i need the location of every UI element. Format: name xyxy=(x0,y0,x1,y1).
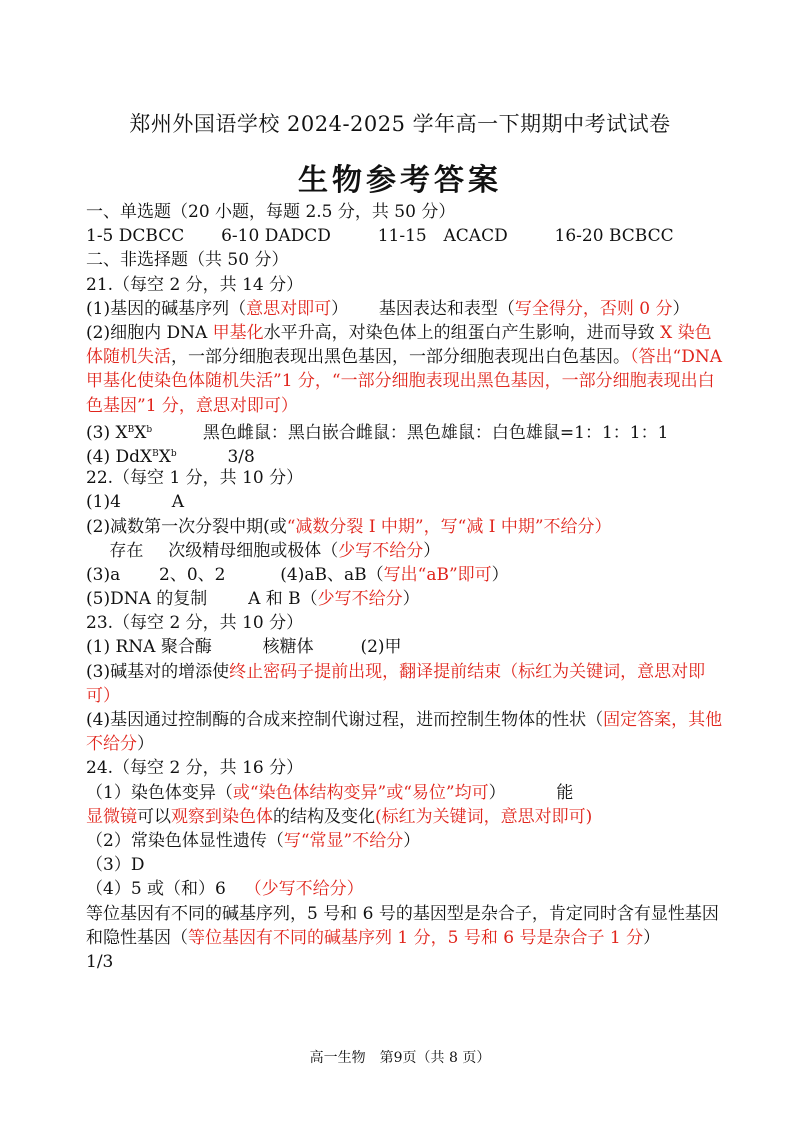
q23-part3 xyxy=(86,660,726,708)
q22-p5-b: A 和 B（ xyxy=(248,589,318,610)
q22-p2-text: (2)减数第一次分裂中期(或 xyxy=(86,516,287,537)
q23-p3-note: （标红为关键词，意思对即可） xyxy=(86,661,706,706)
q22-p5-paren: ） xyxy=(402,589,420,610)
mcq-answers-row xyxy=(86,224,726,248)
mcq-value: ACACD xyxy=(443,226,508,247)
q21-part4 xyxy=(86,442,726,466)
q21-part1 xyxy=(86,297,726,321)
q21-p2-text: (2)细胞内 DNA xyxy=(86,322,213,343)
q24-part3: （3）D xyxy=(86,855,145,876)
answer-key-title: 生物参考答案 xyxy=(298,163,502,198)
q24-p4-note: （少写不给分） xyxy=(244,879,364,900)
q21-p2-text2: 水平升高，对染色体上的组蛋白产生影响，进而导致 xyxy=(263,322,661,343)
q21-p1-paren: ） xyxy=(331,298,349,319)
q24-p1-key2: 观察到染色体 xyxy=(171,806,273,827)
q23-p1-b: 核糖体 xyxy=(262,637,314,658)
q24-part4 xyxy=(86,877,726,901)
q21-p1-answer2: 基因表达和表型（ xyxy=(378,298,515,319)
q24-p1-key1: 显微镜 xyxy=(86,806,137,827)
q21-p4-value: 3/8 xyxy=(227,446,255,467)
q24-p1-paren: ） xyxy=(488,782,506,803)
q23-part4 xyxy=(86,708,726,756)
q24-p1-text3: 的结构及变化 xyxy=(273,806,375,827)
mcq-value: DADCD xyxy=(264,226,331,247)
q22-p2-note: “减数分裂 I 中期”，写“减 I 中期”不给分） xyxy=(286,516,612,537)
geno-x: X xyxy=(158,446,171,467)
geno-x: DdX xyxy=(115,446,153,467)
q22-p2-cell: 次级精母细胞或极体（ xyxy=(168,540,339,561)
q22-p2-paren: ） xyxy=(423,540,441,561)
q23-p2: (2)甲 xyxy=(360,637,402,658)
q21-p1-text: (1)基因的碱基序列（ xyxy=(86,298,247,319)
q21-p3-genotype xyxy=(116,423,153,443)
q23-heading: 23.（每空 2 分，共 10 分） xyxy=(86,613,304,634)
q23-p4-text: (4)基因通过控制酶的合成来控制代谢过程，进而控制生物体的性状（ xyxy=(86,710,604,731)
q24-p2-paren: ） xyxy=(403,831,421,851)
q21-p1-note: 意思对即可 xyxy=(246,298,332,319)
mcq-range: 6-10 xyxy=(221,226,260,247)
q22-heading: 22.（每空 1 分，共 10 分） xyxy=(86,468,304,489)
q22-p5-note: 少写不给分 xyxy=(317,589,403,610)
mcq-value: BCBCC xyxy=(608,226,674,247)
q23-part1-2 xyxy=(86,635,726,659)
geno-sup: b xyxy=(146,424,153,435)
section2-heading: 二、非选择题（共 50 分） xyxy=(86,250,289,271)
mcq-range: 1-5 xyxy=(86,226,114,247)
q21-p3-label: (3) xyxy=(86,422,111,443)
q24-p4-text: （4）5 或（和）6 xyxy=(86,879,226,900)
q24-p2-note: 写“常显”不给分 xyxy=(283,831,404,851)
geno-x: X xyxy=(134,422,147,443)
mcq-range: 16-20 xyxy=(554,226,604,247)
q22-p3-a: (3)a xyxy=(86,564,121,585)
q22-part3-4 xyxy=(86,563,726,587)
q22-part5 xyxy=(86,587,726,611)
q22-part2 xyxy=(86,515,726,539)
answer-body xyxy=(86,200,726,974)
section1-heading: 一、单选题（20 小题，每题 2.5 分，共 50 分） xyxy=(86,202,456,222)
q21-p1-paren2: ） xyxy=(672,298,690,319)
q23-p1-a: (1) RNA 聚合酶 xyxy=(86,637,212,658)
q21-p4-label: (4) xyxy=(86,446,111,467)
q22-p4-a: (4)aB、aB（ xyxy=(280,564,384,585)
q21-p2-text3: ，一部分细胞表现出黑色基因，一部分细胞表现出白色基因。 xyxy=(171,347,630,368)
q24-p2-text: （2）常染色体显性遗传（ xyxy=(86,831,284,851)
q24-p1-text: （1）染色体变异（ xyxy=(86,782,233,803)
q24-p1-note: 或“染色体结构变异”或“易位”均可 xyxy=(232,782,489,803)
q24-p1-text2: 可以 xyxy=(137,806,171,827)
q24-part2 xyxy=(86,829,726,853)
q22-part1 xyxy=(86,490,726,514)
q24-p1-answer2: 能 xyxy=(556,782,574,803)
q24-p1-note2: (标红为关键词，意思对即可) xyxy=(375,806,593,827)
q21-p2-key2: X 染色体随机失活 xyxy=(86,322,712,368)
exam-title: 郑州外国语学校 2024-2025 学年高一下期期中考试试卷 xyxy=(129,112,671,136)
q23-p3-key: 终止密码子提前出现，翻译提前结束 xyxy=(229,661,502,682)
q21-heading: 21.（每空 2 分，共 14 分） xyxy=(86,274,304,295)
q23-p4-note: 固定答案，其他不给分 xyxy=(86,710,723,755)
q22-p3-b: 2、0、2 xyxy=(159,564,226,585)
q24-part1 xyxy=(86,781,726,805)
geno-x: X xyxy=(115,422,128,443)
q24-part5 xyxy=(86,902,726,975)
mcq-value: DCBCC xyxy=(118,226,185,247)
q21-p3-ratio: 黑色雌鼠：黑白嵌合雌鼠：黑色雄鼠：白色雄鼠=1：1：1：1 xyxy=(202,422,669,443)
page-footer: 高一生物 第9页（共 8 页） xyxy=(309,1050,491,1066)
q21-p2-key1: 甲基化 xyxy=(212,322,264,343)
q21-p2-scoring: （答出“DNA 甲基化使染色体随机失活”1 分，“一部分细胞表现出黑色基因，一部分细胞表现出白色基因”1 分，意思对即可） xyxy=(86,347,722,416)
q22-p4-paren: ） xyxy=(491,564,509,585)
q24-p5-note: 等位基因有不同的碱基序列 1 分，5 号和 6 号是杂合子 1 分 xyxy=(188,927,644,948)
q22-p4-note: 写出“aB”即可 xyxy=(383,564,492,585)
geno-sup: B xyxy=(127,424,135,435)
q23-p3-text: (3)碱基对的增添使 xyxy=(86,661,230,682)
q22-part2b xyxy=(86,539,726,563)
geno-sup: b xyxy=(170,448,177,459)
q23-p4-paren: ） xyxy=(137,734,154,755)
q24-part1b xyxy=(86,805,726,829)
q22-p2-note2: 少写不给分 xyxy=(338,540,424,561)
q24-p5-text: 等位基因有不同的碱基序列，5 号和 6 号的基因型是杂合子，肯定同时含有显性基因和隐性基因（ xyxy=(86,903,719,948)
q22-p1-a: (1)4 xyxy=(86,492,121,513)
q22-p1-b: A xyxy=(171,492,184,513)
q24-p5-value: 1/3 xyxy=(86,951,114,972)
q21-p1-note2: 写全得分，否则 0 分 xyxy=(514,298,673,319)
geno-sup: B xyxy=(152,448,159,459)
q21-p4-genotype xyxy=(116,447,177,467)
q24-heading: 24.（每空 2 分，共 16 分） xyxy=(86,758,304,779)
q22-p5-a: (5)DNA 的复制 xyxy=(86,589,208,610)
q24-p5-paren: ） xyxy=(643,927,661,948)
mcq-range: 11-15 xyxy=(377,226,427,247)
q21-part3 xyxy=(86,418,726,442)
q21-part2 xyxy=(86,321,726,418)
q22-p2-exist: 存在 xyxy=(109,540,144,561)
